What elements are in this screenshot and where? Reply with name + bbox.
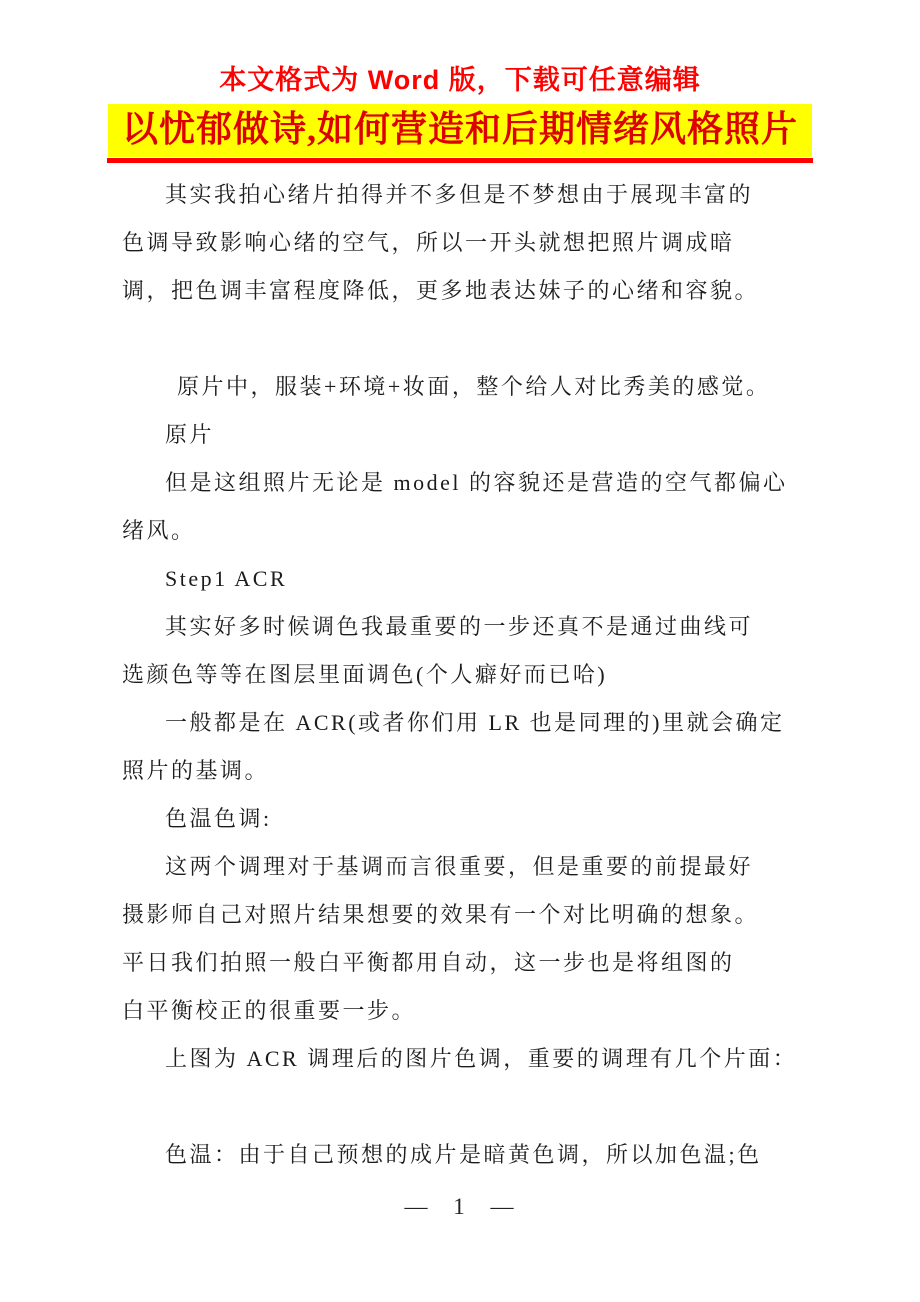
text-line: 其实我拍心绪片拍得并不多但是不梦想由于展现丰富的 (165, 182, 754, 207)
text-line: 但是这组照片无论是 model 的容貌还是营造的空气都偏心 (165, 470, 788, 495)
text-line: 选颜色等等在图层里面调色(个人癖好而已哈) (122, 662, 608, 687)
header-notice: 本文格式为 Word 版，下载可任意编辑 (219, 65, 701, 95)
title-block (0, 104, 920, 163)
text-line: 调，把色调丰富程度降低，更多地表达妹子的心绪和容貌。 (122, 278, 760, 303)
text-line: 色温色调: (165, 806, 272, 831)
text-line: Step1 ACR (165, 566, 288, 591)
text-line: 这两个调理对于基调而言很重要，但是重要的前提最好 (165, 854, 754, 879)
page-title: 以忧郁做诗,如何营造和后期情绪风格照片 (108, 104, 812, 157)
document-body (122, 171, 798, 1179)
title-underline (107, 158, 813, 163)
text-line: 一般都是在 ACR(或者你们用 LR 也是同理的)里就会确定 (165, 710, 785, 735)
text-line: 平日我们拍照一般白平衡都用自动，这一步也是将组图的 (122, 950, 735, 975)
text-line: 上图为 ACR 调理后的图片色调，重要的调理有几个片面： (165, 1046, 798, 1071)
text-line: 原片中，服装+环境+妆面，整个给人对比秀美的感觉。 (177, 374, 771, 399)
text-line: 色温：由于自己预想的成片是暗黄色调，所以加色温;色 (165, 1142, 762, 1167)
text-line: 摄影师自己对照片结果想要的效果有一个对比明确的想象。 (122, 902, 760, 927)
blank-line (122, 1083, 798, 1131)
text-line: 白平衡校正的很重要一步。 (122, 998, 417, 1023)
page-footer (0, 1194, 920, 1220)
blank-line (122, 315, 798, 363)
page-number: — 1 — (404, 1194, 516, 1219)
text-line: 绪风。 (122, 518, 196, 543)
text-line: 其实好多时候调色我最重要的一步还真不是通过曲线可 (165, 614, 754, 639)
text-line: 色调导致影响心绪的空气，所以一开头就想把照片调成暗 (122, 230, 735, 255)
text-line: 照片的基调。 (122, 758, 270, 783)
text-line: 原片 (165, 422, 215, 447)
